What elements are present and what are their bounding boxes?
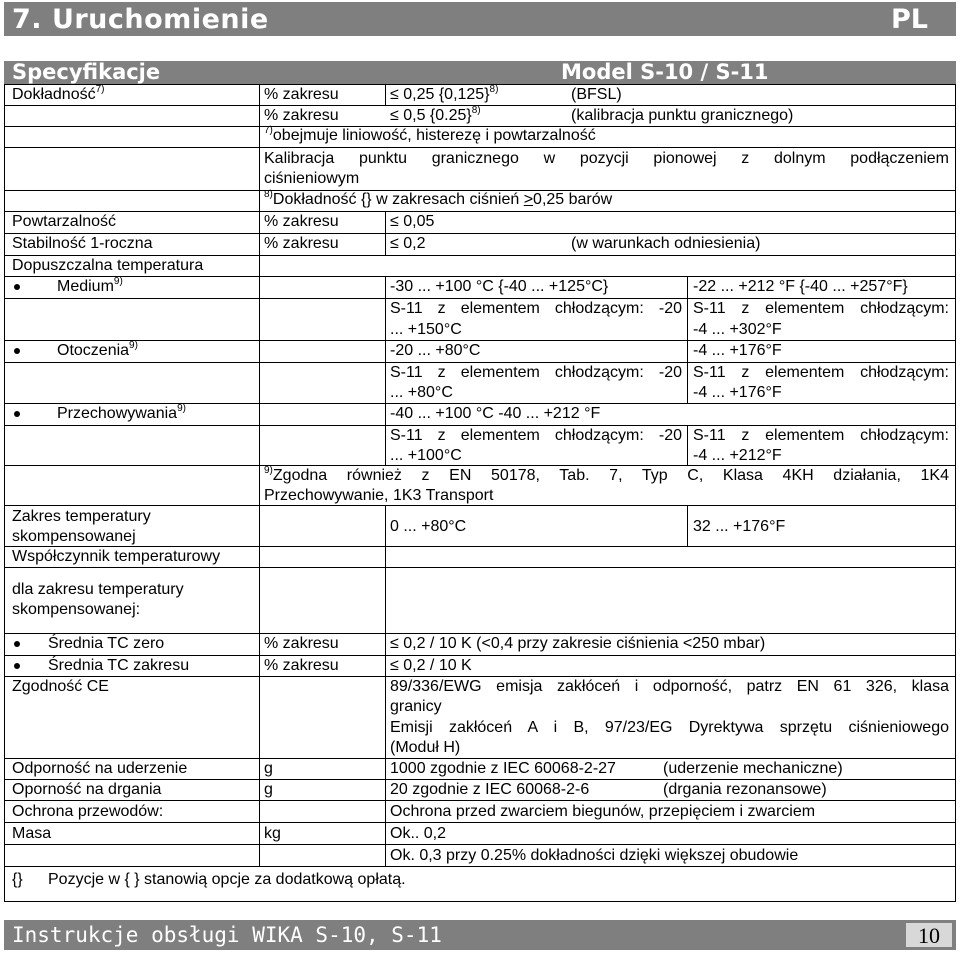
ambient-cooler-fahrenheit: S-11 z elementem chłodzącym: xyxy=(693,364,949,381)
model-heading: Model S-10 / S-11 xyxy=(561,60,769,84)
footer-title: Instrukcje obsługi WIKA S-10, S-11 xyxy=(12,923,442,947)
accuracy-unit-2: % zakresu xyxy=(264,107,339,124)
accuracy-comment-2: (kalibracja punktu granicznego) xyxy=(571,107,794,124)
storage-cooler-celsius-2: ... +100°C xyxy=(390,447,462,464)
wiring-label: Ochrona przewodów: xyxy=(12,803,164,820)
spec-heading: Specyfikacje xyxy=(12,60,161,84)
tc-zero-value: ≤ 0,2 / 10 K (<0,4 przy zakresie ciśnienia <250 mbar) xyxy=(390,635,766,652)
page-number: 10 xyxy=(906,923,952,947)
ce-value-2: granicy xyxy=(390,698,442,715)
tc-span-label: Średnia TC zakresu xyxy=(48,657,190,674)
tc-span-unit: % zakresu xyxy=(264,657,339,674)
medium-celsius: -30 ... +100 °C {-40 ... +125°C} xyxy=(390,278,609,295)
compensated-label-2: skompensowanej xyxy=(12,528,136,545)
vibration-label: Oporność na drgania xyxy=(12,781,162,798)
storage-cooler-celsius: S-11 z elementem chłodzącym: -20 xyxy=(390,427,682,444)
spec-header xyxy=(4,61,956,84)
ce-value-3: Emisji zakłóceń A i B, 97/23/EG Dyrektywa sprzętu ciśnieniowego xyxy=(390,719,949,736)
medium-fahrenheit: -22 ... +212 °F {-40 ... +257°F} xyxy=(693,278,908,295)
tc-sublabel: dla zakresu temperatury xyxy=(12,581,184,598)
footnote-7: $^{7)}$obejmuje liniowość, histerezę i powtarzalność xyxy=(264,124,596,144)
accuracy-unit: % zakresu xyxy=(264,86,339,103)
vibration-comment: (drgania rezonansowe) xyxy=(663,781,827,798)
bullet xyxy=(14,411,20,417)
ambient-celsius: -20 ... +80°C xyxy=(390,342,481,359)
options-note: Pozycje w { } stanowią opcje za dodatkową opłatą. xyxy=(48,871,406,888)
repeatability-unit: % zakresu xyxy=(264,213,339,230)
shock-label: Odporność na uderzenie xyxy=(12,760,188,777)
stability-comment: (w warunkach odniesienia) xyxy=(571,235,761,252)
weight-value: Ok.. 0,2 xyxy=(390,825,447,842)
footnote-9: $^{9)}$Zgodna również z EN 50178, Tab. 7, Typ C, Klasa 4KH działania, 1K4 xyxy=(264,464,949,484)
shock-value: 1000 zgodnie z IEC 60068-2-27 xyxy=(390,760,616,777)
repeatability-label: Powtarzalność xyxy=(12,213,117,230)
ce-value-4: (Moduł H) xyxy=(390,739,461,756)
vibration-value: 20 zgodnie z IEC 60068-2-6 xyxy=(390,781,590,798)
tc-zero-unit: % zakresu xyxy=(264,635,339,652)
compensated-label: Zakres temperatury xyxy=(12,508,151,525)
weight-value-2: Ok. 0,3 przy 0.25% dokładności dzięki większej obudowie xyxy=(390,847,799,864)
ambient-label: Otoczenia$^{9)}$ xyxy=(57,339,138,359)
shock-unit: g xyxy=(264,760,273,777)
storage-cooler-fahrenheit: S-11 z elementem chłodzącym: xyxy=(693,427,949,444)
repeatability-value: ≤ 0,05 xyxy=(390,213,435,230)
stability-value: ≤ 0,2 xyxy=(390,235,426,252)
tc-label: Współczynnik temperaturowy xyxy=(12,548,221,565)
chapter-title: 7. Uruchomienie xyxy=(12,4,269,35)
tc-sublabel-2: skompensowanej: xyxy=(12,601,141,618)
medium-cooler-celsius-2: ... +150°C xyxy=(390,321,462,338)
ce-label: Zgodność CE xyxy=(12,678,109,695)
stability-unit: % zakresu xyxy=(264,235,339,252)
medium-label: Medium$^{9)}$ xyxy=(57,275,123,295)
compensated-celsius: 0 ... +80°C xyxy=(390,518,467,535)
accuracy-value-2: ≤ 0,5 $\{0.25\}^{8)}$ xyxy=(390,104,481,124)
ambient-cooler-fahrenheit-2: -4 ... +176°F xyxy=(693,384,782,401)
footnote-9-line2: Przechowywanie, 1K3 Transport xyxy=(264,487,494,504)
temperature-label: Dopuszczalna temperatura xyxy=(12,257,204,274)
stability-label: Stabilność 1-roczna xyxy=(12,235,153,252)
table-bottom-border xyxy=(4,901,956,902)
ambient-cooler-celsius-2: ... +80°C xyxy=(390,384,453,401)
medium-cooler-celsius: S-11 z elementem chłodzącym: -20 xyxy=(390,300,682,317)
vibration-unit: g xyxy=(264,781,273,798)
bullet xyxy=(14,284,20,290)
options-mark: {} xyxy=(12,871,23,888)
weight-label: Masa xyxy=(12,825,52,842)
tc-zero-label: Średnia TC zero xyxy=(48,635,165,652)
bullet xyxy=(14,663,20,669)
wiring-value: Ochrona przed zwarciem biegunów, przepięciem i zwarciem xyxy=(390,803,816,820)
accuracy-label: Dokładność$^{7)}$ xyxy=(12,83,105,103)
accuracy-comment: (BFSL) xyxy=(571,86,622,103)
medium-cooler-fahrenheit-2: -4 ... +302°F xyxy=(693,321,782,338)
weight-unit: kg xyxy=(264,825,281,842)
calibration-note: Kalibracja punktu granicznego w pozycji pionowej z dolnym podłączeniem xyxy=(264,150,949,167)
accuracy-value: ≤ 0,25 $\{0,125\}^{8)}$ xyxy=(390,83,499,103)
shock-comment: (uderzenie mechaniczne) xyxy=(663,760,843,777)
footnote-8: $^{8)}$Dokładność {} w zakresach ciśnień >0,25 barów xyxy=(264,188,613,208)
compensated-fahrenheit: 32 ... +176°F xyxy=(693,518,786,535)
bullet xyxy=(14,641,20,647)
calibration-note-2: ciśnieniowym xyxy=(264,170,360,187)
storage-range: -40 ... +100 °C -40 ... +212 °F xyxy=(390,405,601,422)
chapter-header xyxy=(4,2,956,36)
bullet xyxy=(14,348,20,354)
tc-span-value: ≤ 0,2 / 10 K xyxy=(390,657,472,674)
ambient-cooler-celsius: S-11 z elementem chłodzącym: -20 xyxy=(390,364,682,381)
ce-value: 89/336/EWG emisja zakłóceń i odporność, patrz EN 61 326, klasa xyxy=(390,678,949,695)
ambient-fahrenheit: -4 ... +176°F xyxy=(693,342,782,359)
language-code: PL xyxy=(891,4,928,35)
medium-cooler-fahrenheit: S-11 z elementem chłodzącym: xyxy=(693,300,949,317)
page-footer xyxy=(4,920,956,950)
storage-label: Przechowywania$^{9)}$ xyxy=(57,402,186,422)
storage-cooler-fahrenheit-2: -4 ... +212°F xyxy=(693,447,782,464)
